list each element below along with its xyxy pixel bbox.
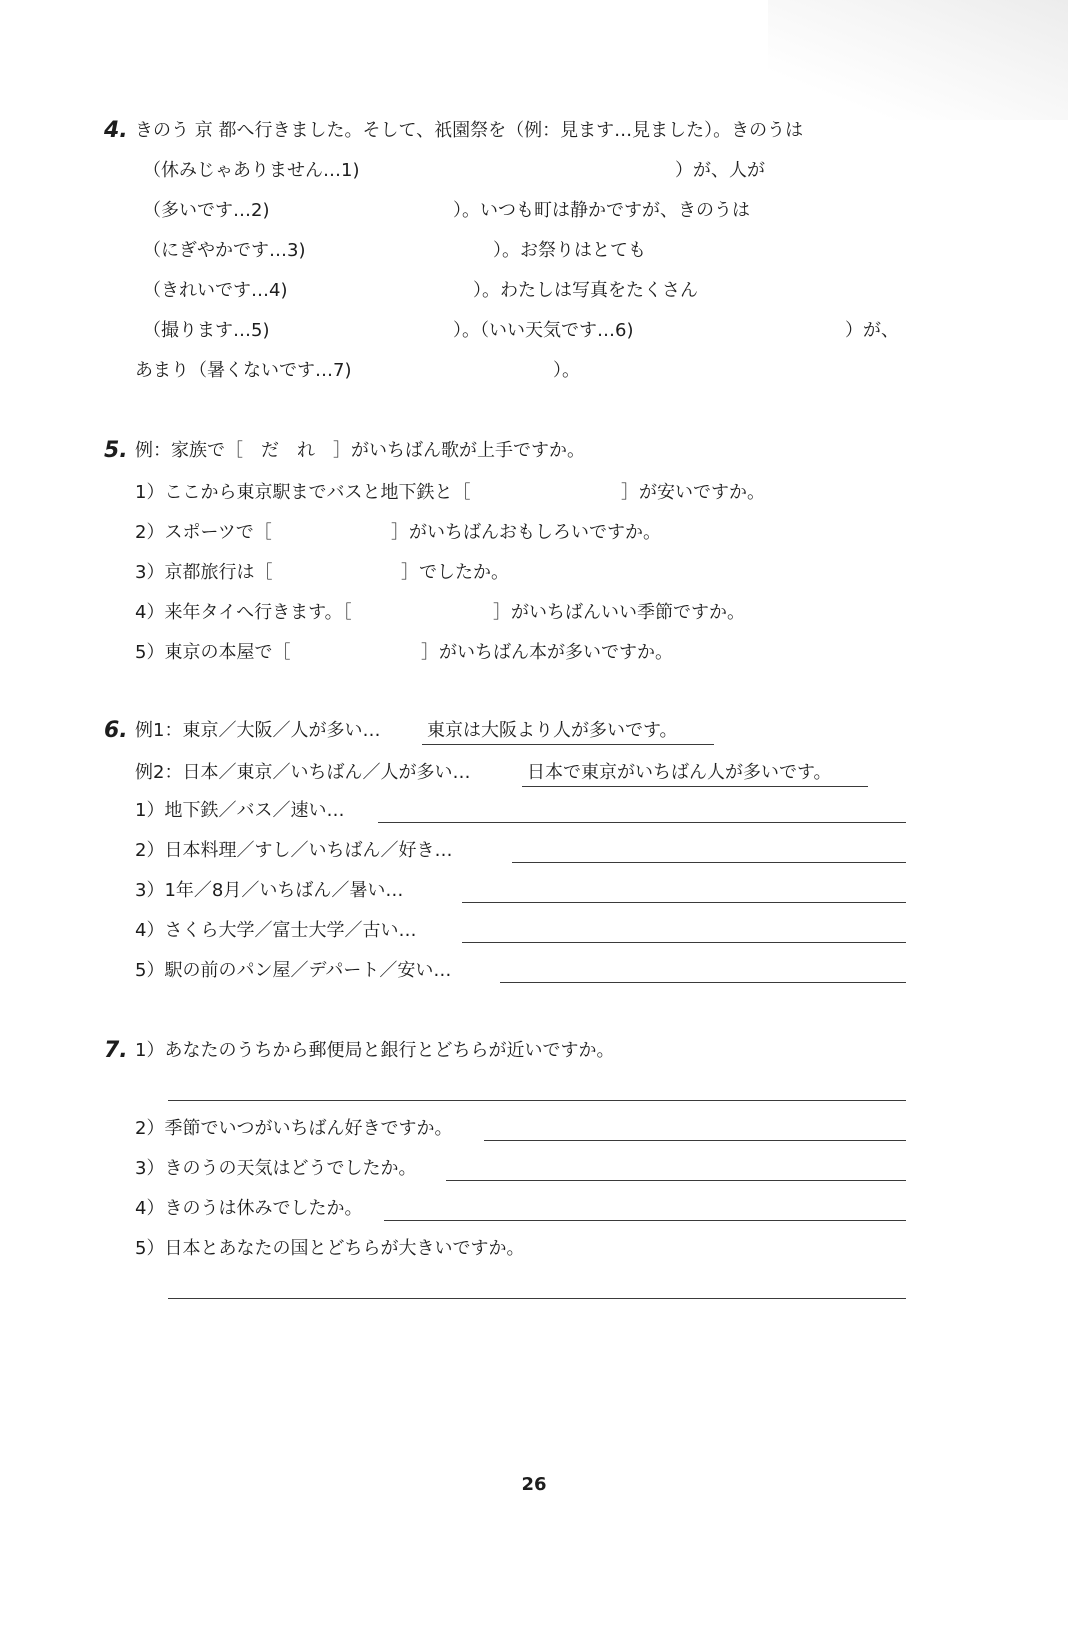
ex6-item-4-answer-line[interactable] [462,942,906,943]
ex7-item-2-text: 2）季節でいつがいちばん好きですか。 [135,1118,453,1139]
ex4-line-2-tail: ）が、人が [675,160,765,181]
ex5-item-4-tail: ］がいちばんいい季節ですか。 [493,602,745,623]
page-number: 26 [521,1474,547,1495]
ex6-example-2-prompt: 例2：日本／東京／いちばん／人が多い… [135,762,471,783]
ex6-example-1-prompt: 例1：東京／大阪／人が多い… [135,720,381,741]
ex5-item-3-tail: ］でしたか。 [401,562,509,583]
ex6-item-3-text: 3）1年／8月／いちばん／暑い… [135,880,404,901]
scan-shadow [768,0,1068,120]
ex6-item-2-text: 2）日本料理／すし／いちばん／好き… [135,840,453,861]
ex5-item-5-tail: ］がいちばん本が多いですか。 [421,642,673,663]
ex4-line-7-prompt: あまり（暑くないです…7) [135,360,352,381]
ex6-example-2-answer: 日本で東京がいちばん人が多いです。 [527,762,832,783]
ex4-line-6-tail: ）が、 [845,320,899,341]
ex4-line-3-prompt: （多いです…2) [143,200,270,221]
ex7-item-3-answer-line[interactable] [446,1180,906,1181]
ex5-item-3-text: 3）京都旅行は［ [135,562,273,583]
ex7-item-4-text: 4）きのうは休みでしたか。 [135,1198,363,1219]
ex7-item-3-text: 3）きのうの天気はどうでしたか。 [135,1158,417,1179]
exercise-number-6: 6. [104,718,128,743]
ex7-item-4-answer-line[interactable] [384,1220,906,1221]
ex5-item-1-text: 1）ここから東京駅までバスと地下鉄と［ [135,482,471,503]
ex4-line-6-middle: ）。（いい天気です…6) [453,320,634,341]
ex6-item-2-answer-line[interactable] [512,862,906,863]
ex4-line-2-prompt: （休みじゃありません…1) [143,160,360,181]
exercise-number-4: 4. [104,118,128,143]
ex5-item-4-text: 4）来年タイへ行きます。［ [135,602,352,623]
ex4-line-4-tail: ）。お祭りはとても [493,240,646,261]
ex7-item-2-answer-line[interactable] [484,1140,906,1141]
ex4-line-1-text: きのう 京 都へ行きました。そして、祇園祭を（例：見ます…見ました）。きのうは [135,120,804,141]
ex5-item-2-text: 2）スポーツで［ [135,522,272,543]
ex6-example-1-answer: 東京は大阪より人が多いです。 [427,720,678,741]
ex4-line-4-prompt: （にぎやかです…3) [143,240,306,261]
ex5-item-5-text: 5）東京の本屋で［ [135,642,291,663]
ex6-item-5-answer-line[interactable] [500,982,906,983]
ex4-line-7-tail: ）。 [553,360,580,381]
ex7-item-5-answer-line[interactable] [168,1298,906,1299]
ex6-item-1-answer-line[interactable] [378,822,906,823]
exercise-number-7: 7. [104,1038,128,1063]
ex4-line-5-prompt: （きれいです…4) [143,280,288,301]
ex7-item-5-text: 5）日本とあなたの国とどちらが大きいですか。 [135,1238,525,1259]
ex6-item-1-text: 1）地下鉄／バス／速い… [135,800,345,821]
ex6-item-5-text: 5）駅の前のパン屋／デパート／安い… [135,960,452,981]
ex4-line-3-tail: ）。いつも町は静かですが、きのうは [453,200,750,221]
ex4-line-6-prompt: （撮ります…5) [143,320,270,341]
exercise-number-5: 5. [104,438,128,463]
ex6-item-3-answer-line[interactable] [462,902,906,903]
ex4-line-5-tail: ）。わたしは写真をたくさん [473,280,698,301]
ex7-item-1-answer-line[interactable] [168,1100,906,1101]
ex6-item-4-text: 4）さくら大学／富士大学／古い… [135,920,417,941]
ex5-example-text: 例：家族で［ だ れ ］がいちばん歌が上手ですか。 [135,440,585,461]
ex7-item-1-text: 1）あなたのうちから郵便局と銀行とどちらが近いですか。 [135,1040,615,1061]
ex6-example-2-underline [522,786,868,787]
ex5-item-2-tail: ］がいちばんおもしろいですか。 [391,522,661,543]
ex5-item-1-tail: ］が安いですか。 [621,482,765,503]
ex6-example-1-underline [422,744,714,745]
